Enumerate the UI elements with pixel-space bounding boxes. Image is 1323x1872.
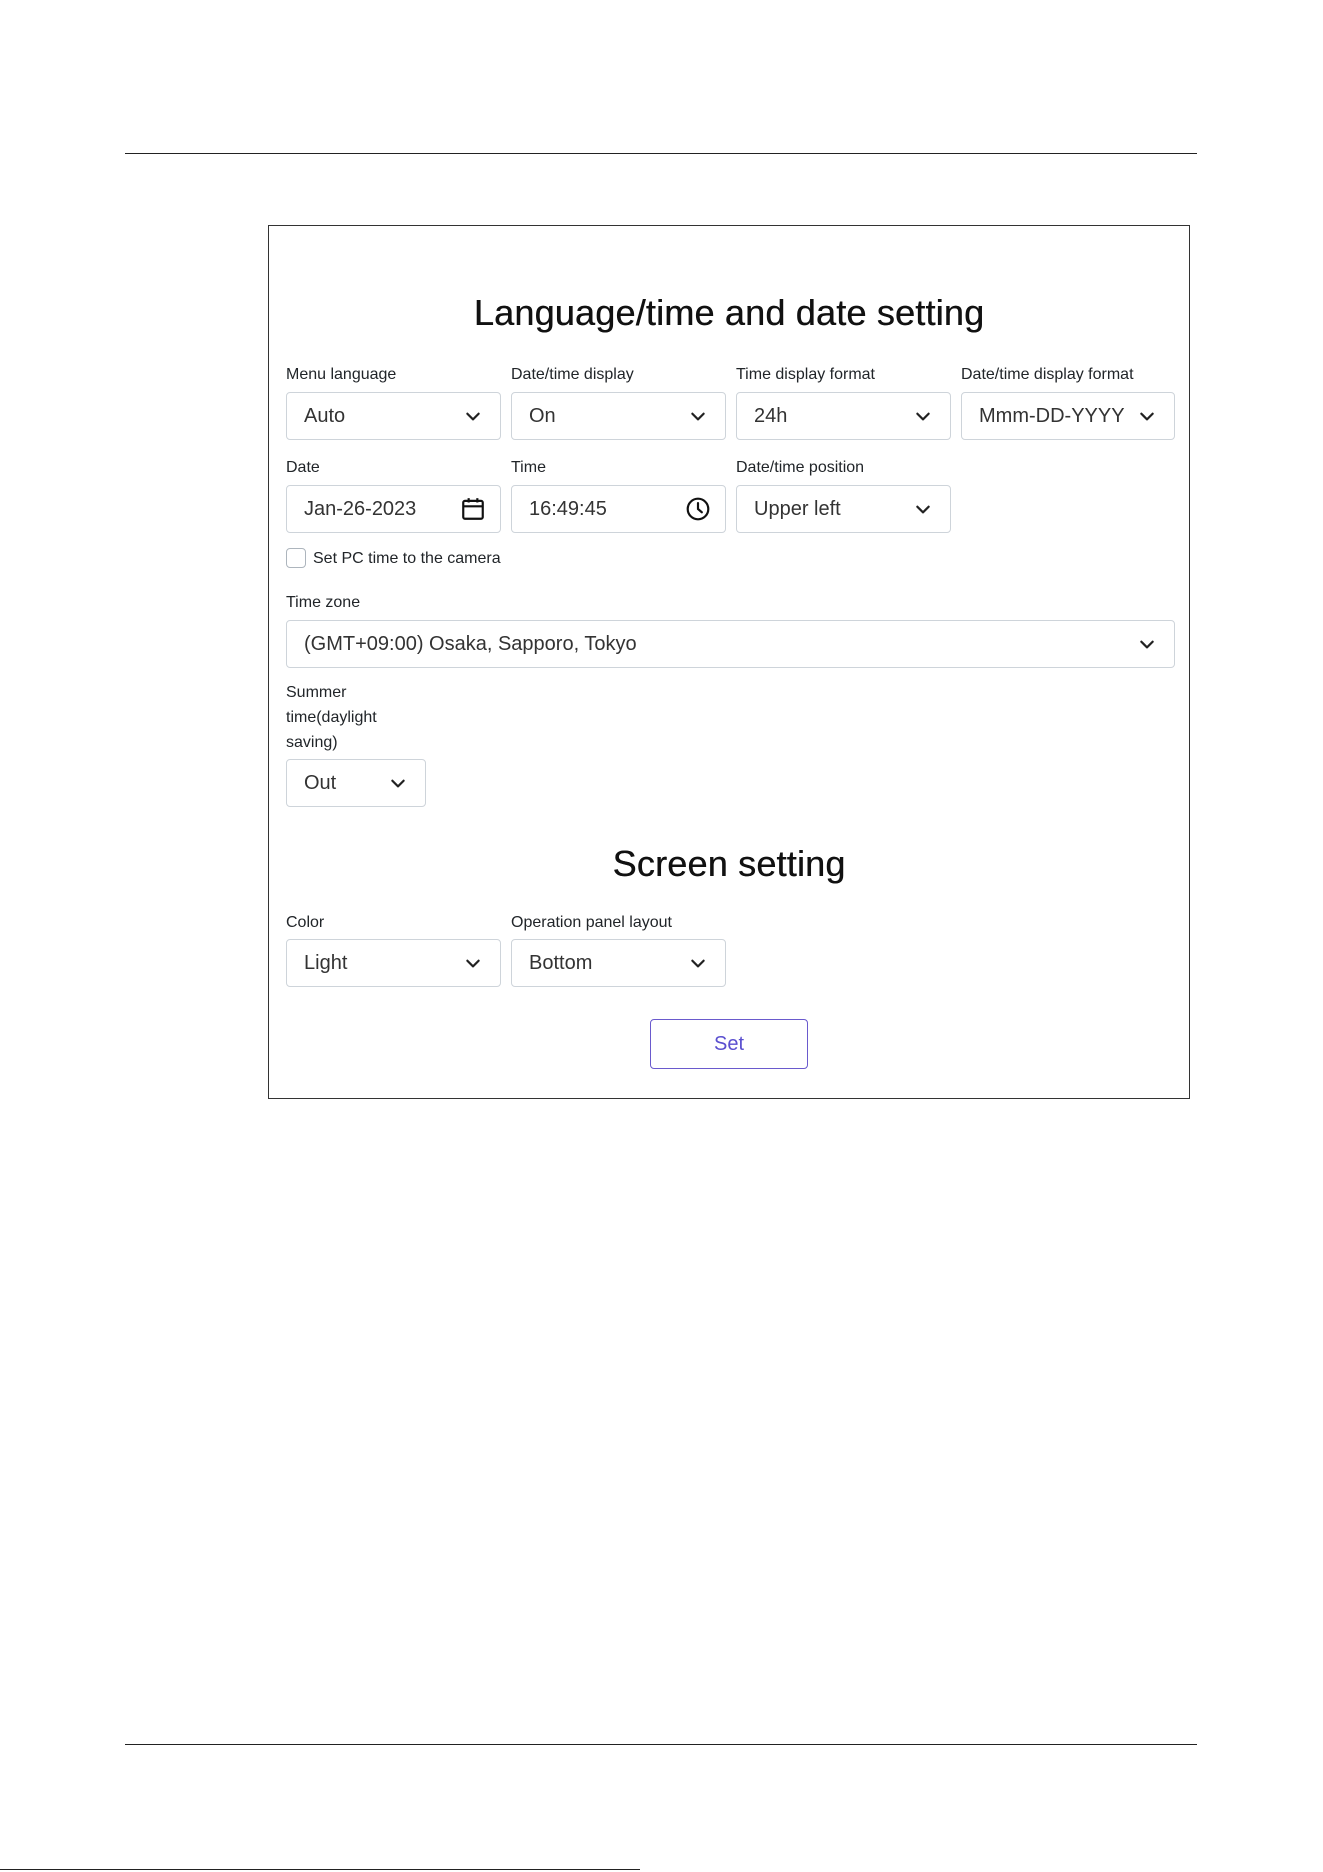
time-zone-select[interactable] bbox=[286, 620, 1175, 668]
menu-language-select[interactable] bbox=[286, 392, 501, 440]
color-value: Light bbox=[304, 951, 348, 974]
time-display-format-select[interactable] bbox=[736, 392, 951, 440]
date-input[interactable] bbox=[286, 485, 501, 533]
summer-time-label-line1: Summer bbox=[286, 684, 347, 701]
operation-panel-layout-value: Bottom bbox=[529, 951, 593, 974]
date-value: Jan-26-2023 bbox=[304, 497, 417, 520]
chevron-down-icon bbox=[385, 770, 411, 796]
color-label: Color bbox=[286, 914, 325, 931]
settings-panel bbox=[268, 225, 1190, 1099]
time-value: 16:49:45 bbox=[529, 497, 607, 520]
chevron-down-icon bbox=[685, 950, 711, 976]
chevron-down-icon bbox=[910, 403, 936, 429]
summer-time-value: Out bbox=[304, 771, 337, 794]
chevron-down-icon bbox=[685, 403, 711, 429]
summer-time-select[interactable] bbox=[286, 759, 426, 807]
screen-setting-heading: Screen setting bbox=[612, 843, 846, 884]
datetime-display-format-select[interactable] bbox=[961, 392, 1175, 440]
time-label: Time bbox=[511, 459, 546, 476]
operation-panel-layout-label: Operation panel layout bbox=[511, 914, 672, 931]
set-button[interactable]: Set bbox=[650, 1019, 808, 1069]
datetime-display-select[interactable] bbox=[511, 392, 726, 440]
footnote-rule bbox=[0, 1869, 640, 1870]
datetime-position-value: Upper left bbox=[754, 497, 841, 520]
date-label: Date bbox=[286, 459, 320, 476]
datetime-position-label: Date/time position bbox=[736, 459, 865, 476]
summer-time-label-line3: saving) bbox=[286, 734, 338, 751]
datetime-display-label: Date/time display bbox=[511, 366, 634, 383]
time-zone-value: (GMT+09:00) Osaka, Sapporo, Tokyo bbox=[304, 632, 637, 655]
time-input[interactable] bbox=[511, 485, 726, 533]
datetime-position-select[interactable] bbox=[736, 485, 951, 533]
time-display-format-value: 24h bbox=[754, 404, 788, 427]
datetime-display-value: On bbox=[529, 404, 556, 427]
chevron-down-icon bbox=[460, 950, 486, 976]
time-display-format-label: Time display format bbox=[736, 366, 875, 383]
time-zone-label: Time zone bbox=[286, 594, 361, 611]
chevron-down-icon bbox=[1134, 403, 1160, 429]
menu-language-label: Menu language bbox=[286, 366, 397, 383]
chevron-down-icon bbox=[460, 403, 486, 429]
set-pc-time-checkbox[interactable] bbox=[286, 548, 306, 568]
datetime-display-format-label: Date/time display format bbox=[961, 366, 1134, 383]
calendar-icon[interactable] bbox=[460, 496, 486, 522]
clock-icon[interactable] bbox=[685, 496, 711, 522]
menu-language-value: Auto bbox=[304, 404, 346, 427]
chevron-down-icon bbox=[910, 496, 936, 522]
page-bottom-rule bbox=[125, 1744, 1197, 1745]
page-top-rule bbox=[125, 153, 1197, 154]
language-time-date-heading: Language/time and date setting bbox=[473, 292, 985, 333]
datetime-display-format-value: Mmm-DD-YYYY bbox=[979, 404, 1125, 427]
operation-panel-layout-select[interactable] bbox=[511, 939, 726, 987]
set-pc-time-label: Set PC time to the camera bbox=[313, 550, 501, 567]
summer-time-label-line2: time(daylight bbox=[286, 709, 377, 726]
color-select[interactable] bbox=[286, 939, 501, 987]
chevron-down-icon bbox=[1134, 631, 1160, 657]
